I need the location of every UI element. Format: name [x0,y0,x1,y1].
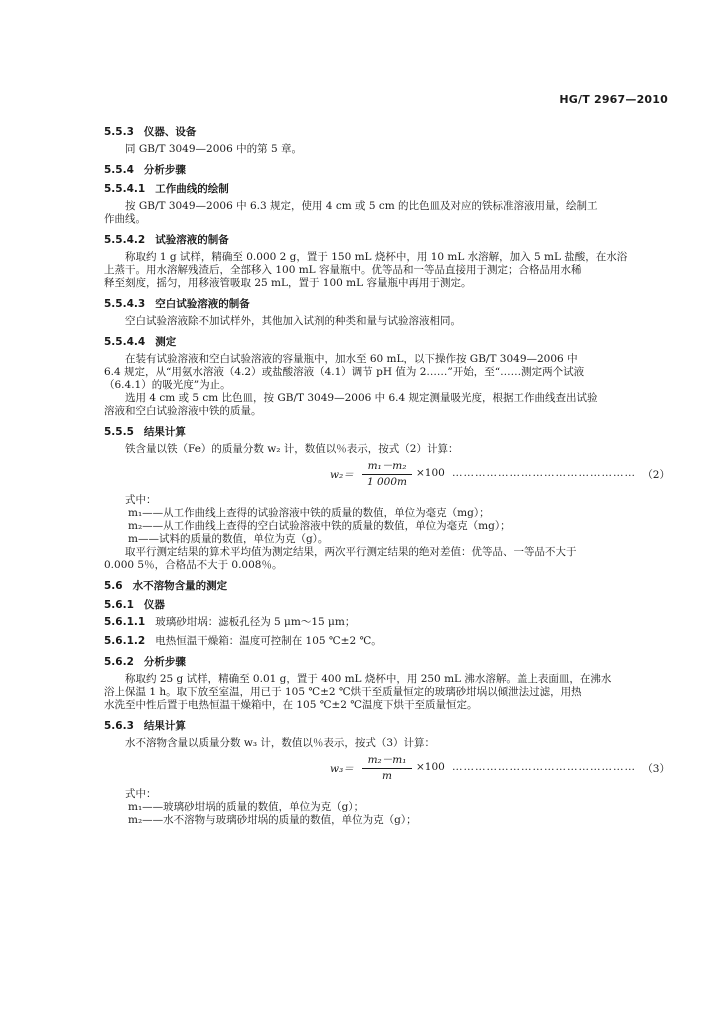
formula-fraction [362,458,412,488]
section-heading: 5.5.4 分析步骤 [104,164,186,176]
section-heading: 5.6 水不溶物含量的测定 [104,580,228,592]
section-heading: 5.5.3 仪器、设备 [104,126,197,138]
variable-definition: m₁——从工作曲线上查得的试验溶液中铁的质量的数值，单位为毫克（mg）； [128,507,490,519]
paragraph-line: 在装有试验溶液和空白试验溶液的容量瓶中，加水至 60 mL，以下操作按 GB/T 3049—2006 中 [125,353,578,365]
formula-3 [104,752,670,782]
list-item: 5.6.1.2 电热恒温干燥箱：温度可控制在 105 ℃±2 ℃。 [104,635,382,647]
formula-numerator: m₂－m₁ [362,752,412,769]
section-heading: 5.5.4.3 空白试验溶液的制备 [104,298,250,310]
formula-leader-dots: ………………………………………… [452,467,636,479]
paragraph-line: 释至刻度，摇匀，用移液管吸取 25 mL，置于 100 mL 容量瓶中再用于测定。 [104,277,472,289]
paragraph-line: 铁含量以铁（Fe）的质量分数 w₂ 计，数值以％表示，按式（2）计算： [125,443,459,455]
formula-numerator: m₁－m₂ [362,458,412,475]
formula-fraction [362,752,412,782]
paragraph-line: 称取约 25 g 试样，精确至 0.01 g，置于 400 mL 烧杯中，用 250 mL 沸水溶解。盖上表面皿，在沸水 [125,673,612,685]
variable-definition: m₂——水不溶物与玻璃砂坩埚的质量的数值，单位为克（g）； [128,814,417,826]
variable-definition: m₁——玻璃砂坩埚的质量的数值，单位为克（g）； [128,801,365,813]
section-heading: 5.5.4.1 工作曲线的绘制 [104,183,229,195]
paragraph-line: 称取约 1 g 试样，精确至 0.000 2 g，置于 150 mL 烧杯中，用 10 mL 水溶解，加入 5 mL 盐酸，在水浴 [125,251,628,263]
paragraph-line: 取平行测定结果的算术平均值为测定结果，两次平行测定结果的绝对差值：优等品、一等品不大于 [125,546,577,558]
formula-multiplier: ×100 [416,467,445,479]
where-label: 式中： [125,494,157,506]
formula-multiplier: ×100 [416,761,445,773]
section-heading: 5.5.4.4 测定 [104,336,177,348]
paragraph-line: 水洗至中性后置于电热恒温干燥箱中，在 105 ℃±2 ℃温度下烘干至质量恒定。 [104,699,478,711]
paragraph-line: 水不溶物含量以质量分数 w₃ 计，数值以％表示，按式（3）计算： [125,737,436,749]
formula-denominator: 1 000m [366,476,408,488]
paragraph-line: 0.000 5％，合格品不大于 0.008％。 [104,559,283,571]
list-item: 5.6.1.1 玻璃砂坩埚：滤板孔径为 5 μm～15 μm； [104,616,356,628]
variable-definition: m₂——从工作曲线上查得的空白试验溶液中铁的质量的数值，单位为毫克（mg）； [128,520,511,532]
formula-number: （3） [642,763,670,775]
paragraph-line: （6.4.1）的吸光度”为止。 [104,379,231,391]
section-heading: 5.6.1 仪器 [104,599,165,611]
formula-leader-dots: ………………………………………… [452,761,636,773]
formula-number: （2） [642,469,670,481]
paragraph-line: 6.4 规定，从“用氨水溶液（4.2）或盐酸溶液（4.1）调节 pH 值为 2……”开始，至“……测定两个试液 [104,366,585,378]
variable-definition: m——试料的质量的数值，单位为克（g）。 [128,533,329,545]
paragraph-line: 选用 4 cm 或 5 cm 比色皿，按 GB/T 3049—2006 中 6.4 规定测量吸光度，根据工作曲线查出试验 [125,392,598,404]
paragraph-line: 上蒸干。用水溶解残渣后，全部移入 100 mL 容量瓶中。优等品和一等品直接用于测定；合格品用水稀 [104,264,582,276]
formula-denominator: m [382,770,392,782]
section-heading: 5.5.4.2 试验溶液的制备 [104,234,229,246]
paragraph-line: 浴上保温 1 h。取下放至室温，用已于 105 ℃±2 ℃烘干至质量恒定的玻璃砂坩埚以倾泄法过滤，用热 [104,686,582,698]
paragraph: 同 GB/T 3049—2006 中的第 5 章。 [125,143,302,155]
paragraph-line: 按 GB/T 3049—2006 中 6.3 规定，使用 4 cm 或 5 cm 的比色皿及对应的铁标准溶液用量，绘制工 [125,200,598,212]
section-heading: 5.6.2 分析步骤 [104,656,186,668]
where-label: 式中： [125,788,157,800]
standard-number: HG/T 2967—2010 [559,93,668,106]
section-heading: 5.5.5 结果计算 [104,426,186,438]
formula-lhs: w₂＝ [330,469,354,481]
formula-2 [104,458,670,488]
paragraph-line: 空白试验溶液除不加试样外，其他加入试剂的种类和量与试验溶液相同。 [125,315,461,327]
paragraph-line: 作曲线。 [104,213,146,225]
paragraph-line: 溶液和空白试验溶液中铁的质量。 [104,405,262,417]
formula-lhs: w₃＝ [330,763,354,775]
section-heading: 5.6.3 结果计算 [104,720,186,732]
page-content [104,120,670,827]
